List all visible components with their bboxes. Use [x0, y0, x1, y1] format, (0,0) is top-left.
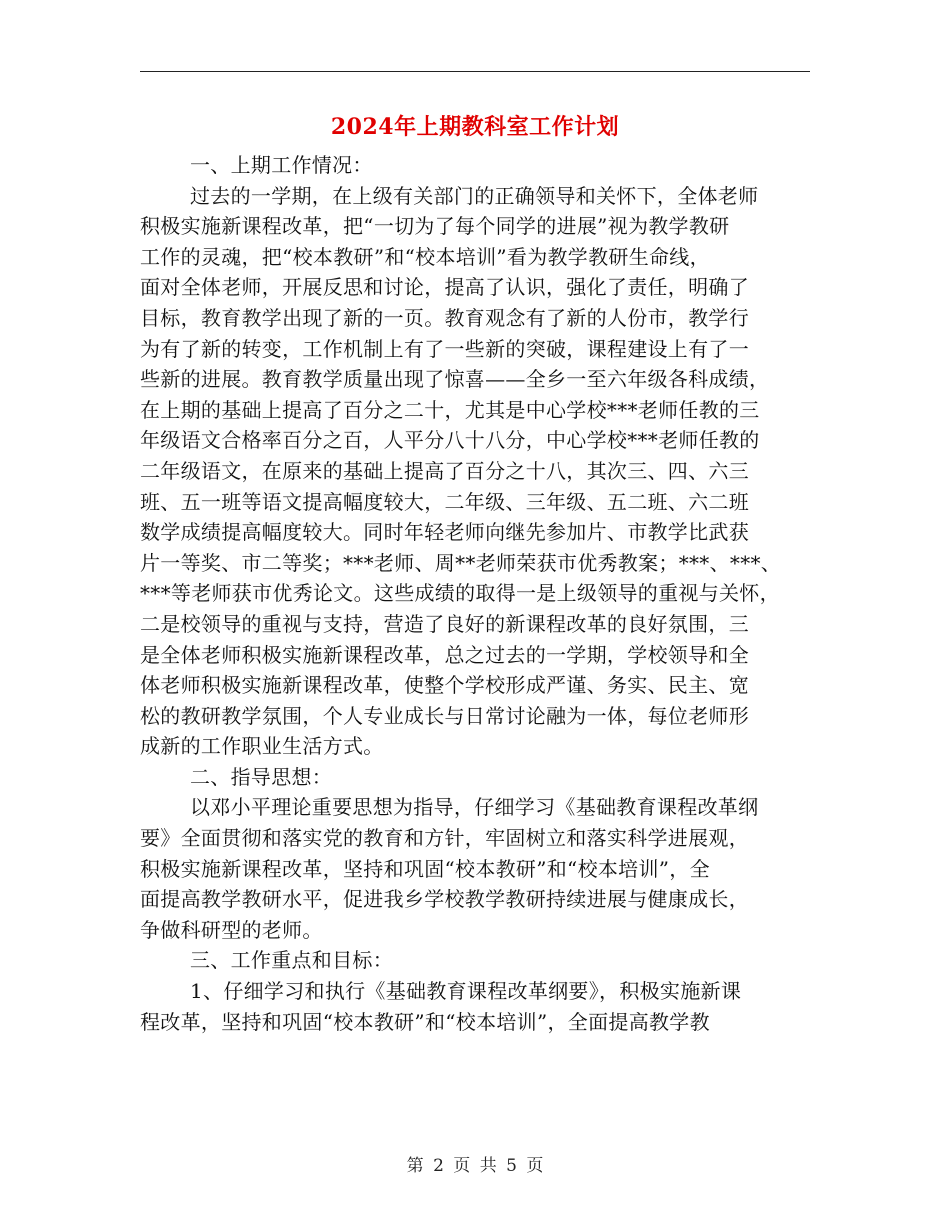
text-line: 程改革，坚持和巩固“校本教研”和“校本培训”，全面提高教学教 — [140, 1009, 710, 1034]
text-line: 争做科研型的老师。 — [140, 917, 323, 942]
text-line: 松的教研教学氛围，个人专业成长与日常讨论融为一体，每位老师形 — [140, 703, 749, 728]
header-rule — [140, 71, 810, 72]
text-line: 成新的工作职业生活方式。 — [140, 734, 384, 759]
document-title: 2024年上期教科室工作计划 — [330, 114, 620, 140]
text-line: 为有了新的转变，工作机制上有了一些新的突破，课程建设上有了一 — [140, 336, 749, 361]
text-line: 年级语文合格率百分之百，人平分八十八分，中心学校***老师任教的 — [140, 428, 760, 453]
text-line: 二、指导思想： — [190, 764, 333, 789]
text-line: 三、工作重点和目标： — [190, 948, 393, 973]
text-line: 1、仔细学习和执行《基础教育课程改革纲要》，积极实施新课 — [190, 979, 742, 1004]
document-body — [140, 150, 812, 1037]
text-line: 面提高教学教研水平，促进我乡学校教学教研持续进展与健康成长， — [140, 887, 749, 912]
text-line: 是全体老师积极实施新课程改革，总之过去的一学期，学校领导和全 — [140, 642, 749, 667]
page-footer: 第 2 页 共 5 页 — [406, 1156, 544, 1176]
text-line: 些新的进展。教育教学质量出现了惊喜——全乡一至六年级各科成绩， — [140, 367, 770, 392]
text-line: ***等老师获市优秀论文。这些成绩的取得一是上级领导的重视与关怀， — [140, 581, 780, 606]
text-line: 目标，教育教学出现了新的一页。教育观念有了新的人份市，教学行 — [140, 305, 749, 330]
text-line: 面对全体老师，开展反思和讨论，提高了认识，强化了责任，明确了 — [140, 275, 749, 300]
text-line: 要》全面贯彻和落实党的教育和方针，牢固树立和落实科学进展观， — [140, 826, 749, 851]
text-line: 二年级语文，在原来的基础上提高了百分之十八，其次三、四、六三 — [140, 458, 749, 483]
text-line: 班、五一班等语文提高幅度较大，二年级、三年级、五二班、六二班 — [140, 489, 749, 514]
text-line: 过去的一学期，在上级有关部门的正确领导和关怀下，全体老师 — [190, 183, 759, 208]
text-line: 片一等奖、市二等奖；***老师、周**老师荣获市优秀教案；***、***、 — [140, 550, 782, 575]
text-line: 体老师积极实施新课程改革，使整个学校形成严谨、务实、民主、宽 — [140, 673, 749, 698]
text-line: 以邓小平理论重要思想为指导，仔细学习《基础教育课程改革纲 — [190, 795, 759, 820]
text-line: 积极实施新课程改革，坚持和巩固“校本教研”和“校本培训”，全 — [140, 856, 710, 881]
text-line: 积极实施新课程改革，把“一切为了每个同学的进展”视为教学教研 — [140, 214, 730, 239]
text-line: 在上期的基础上提高了百分之二十，尤其是中心学校***老师任教的三 — [140, 397, 760, 422]
text-line: 数学成绩提高幅度较大。同时年轻老师向继先参加片、市教学比武获 — [140, 520, 749, 545]
text-line: 一、上期工作情况： — [190, 153, 373, 177]
text-line: 二是校领导的重视与支持，营造了良好的新课程改革的良好氛围，三 — [140, 611, 749, 636]
text-line: 工作的灵魂，把“校本教研”和“校本培训”看为教学教研生命线， — [140, 244, 710, 269]
